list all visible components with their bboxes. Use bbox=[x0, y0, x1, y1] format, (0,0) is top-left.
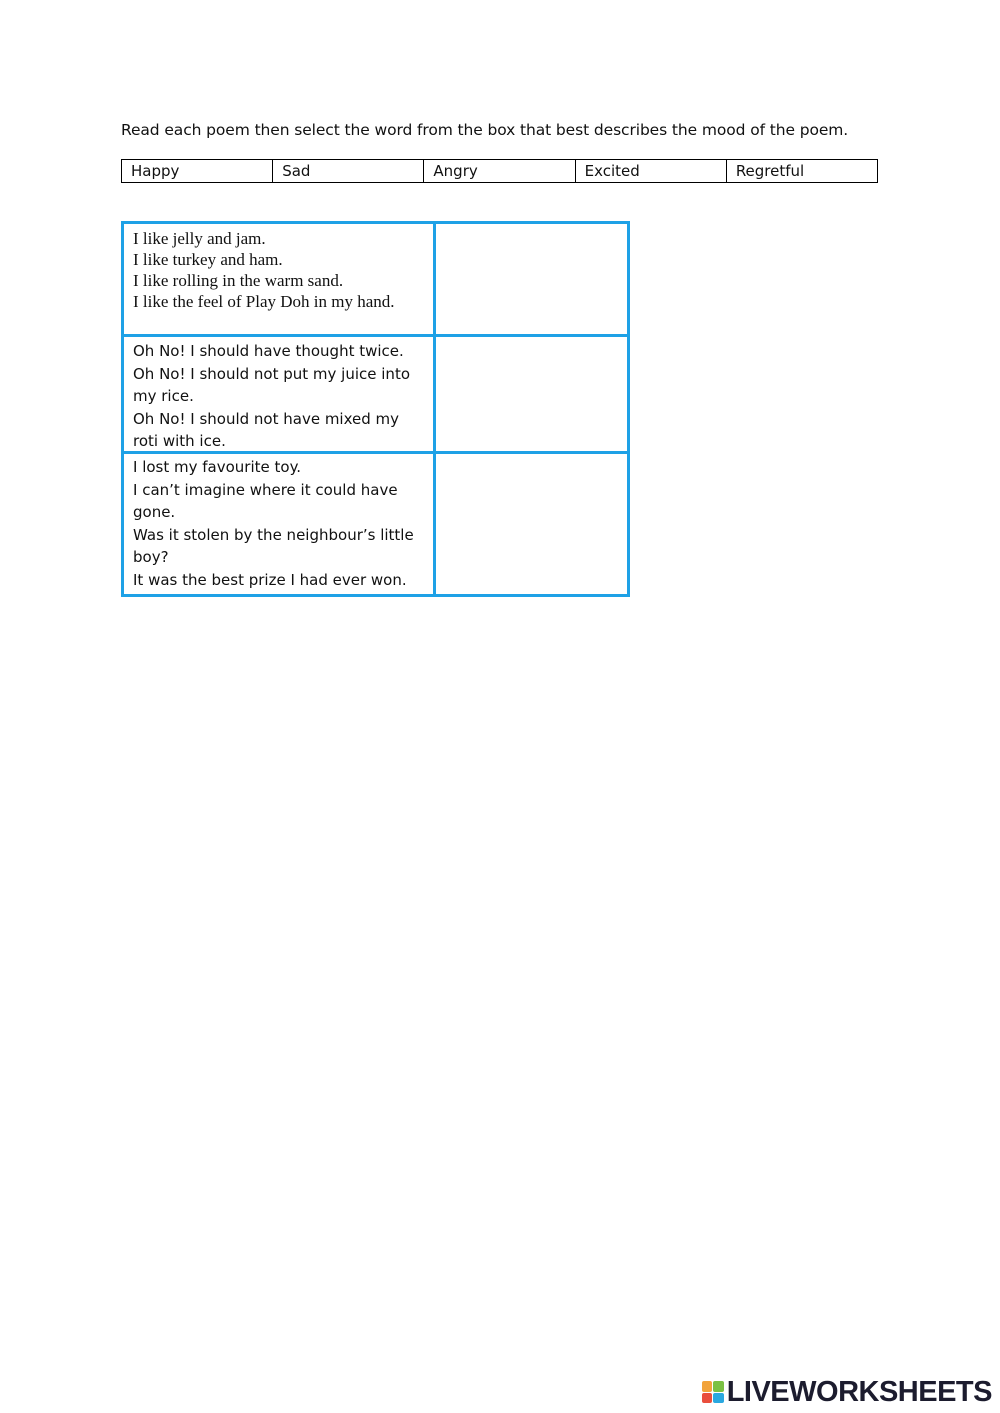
poem-3-line-4: Was it stolen by the neighbour’s little bbox=[133, 525, 414, 544]
poem-row-1 bbox=[124, 224, 627, 334]
word-option-regretful: Regretful bbox=[735, 162, 805, 180]
poem-2-line-3: my rice. bbox=[133, 387, 194, 405]
poem-1-line-2: I like turkey and ham. bbox=[133, 250, 283, 269]
word-box bbox=[121, 159, 878, 183]
poem-2-line-5: roti with ice. bbox=[133, 432, 226, 450]
column-divider bbox=[433, 224, 436, 594]
poem-3-answer-field[interactable] bbox=[436, 454, 627, 594]
word-option-sad: Sad bbox=[273, 160, 424, 182]
liveworksheets-logo bbox=[702, 1377, 992, 1407]
logo-square-3 bbox=[702, 1393, 713, 1404]
poem-1-line-1: I like jelly and jam. bbox=[133, 229, 266, 248]
poem-1-text bbox=[124, 224, 433, 334]
poem-2-text bbox=[124, 337, 433, 451]
word-option-happy: Happy bbox=[122, 160, 273, 182]
poem-3-line-5: boy? bbox=[133, 548, 169, 566]
poem-row-3 bbox=[124, 454, 627, 594]
poem-2-answer-field[interactable] bbox=[436, 337, 627, 451]
instructions-text: Read each poem then select the word from the box that best describes the mood of the poem. bbox=[121, 121, 849, 139]
poem-2-line-2: Oh No! I should not put my juice into bbox=[133, 364, 411, 383]
logo-square-1 bbox=[702, 1381, 713, 1392]
poem-1-line-4: I like the feel of Play Doh in my hand. bbox=[133, 292, 395, 311]
word-option-angry: Angry bbox=[424, 160, 575, 182]
poem-3-line-3: gone. bbox=[133, 503, 176, 521]
poem-table bbox=[121, 221, 630, 597]
word-option-excited: Excited bbox=[576, 160, 727, 182]
poem-1-answer-field[interactable] bbox=[436, 224, 627, 334]
poem-row-2 bbox=[124, 337, 627, 451]
logo-square-2 bbox=[713, 1381, 724, 1392]
poem-1-line-3: I like rolling in the warm sand. bbox=[133, 271, 344, 290]
poem-3-text bbox=[124, 454, 433, 594]
poem-3-line-2: I can’t imagine where it could have bbox=[133, 480, 398, 499]
logo-icon bbox=[702, 1381, 724, 1403]
poem-2-line-4: Oh No! I should not have mixed my bbox=[133, 409, 400, 428]
logo-text: LIVEWORKSHEETS bbox=[726, 1375, 992, 1408]
poem-3-line-1: I lost my favourite toy. bbox=[133, 458, 302, 476]
poem-2-line-1: Oh No! I should have thought twice. bbox=[133, 342, 404, 360]
poem-3-line-6: It was the best prize I had ever won. bbox=[133, 570, 407, 589]
logo-square-4 bbox=[713, 1393, 724, 1404]
